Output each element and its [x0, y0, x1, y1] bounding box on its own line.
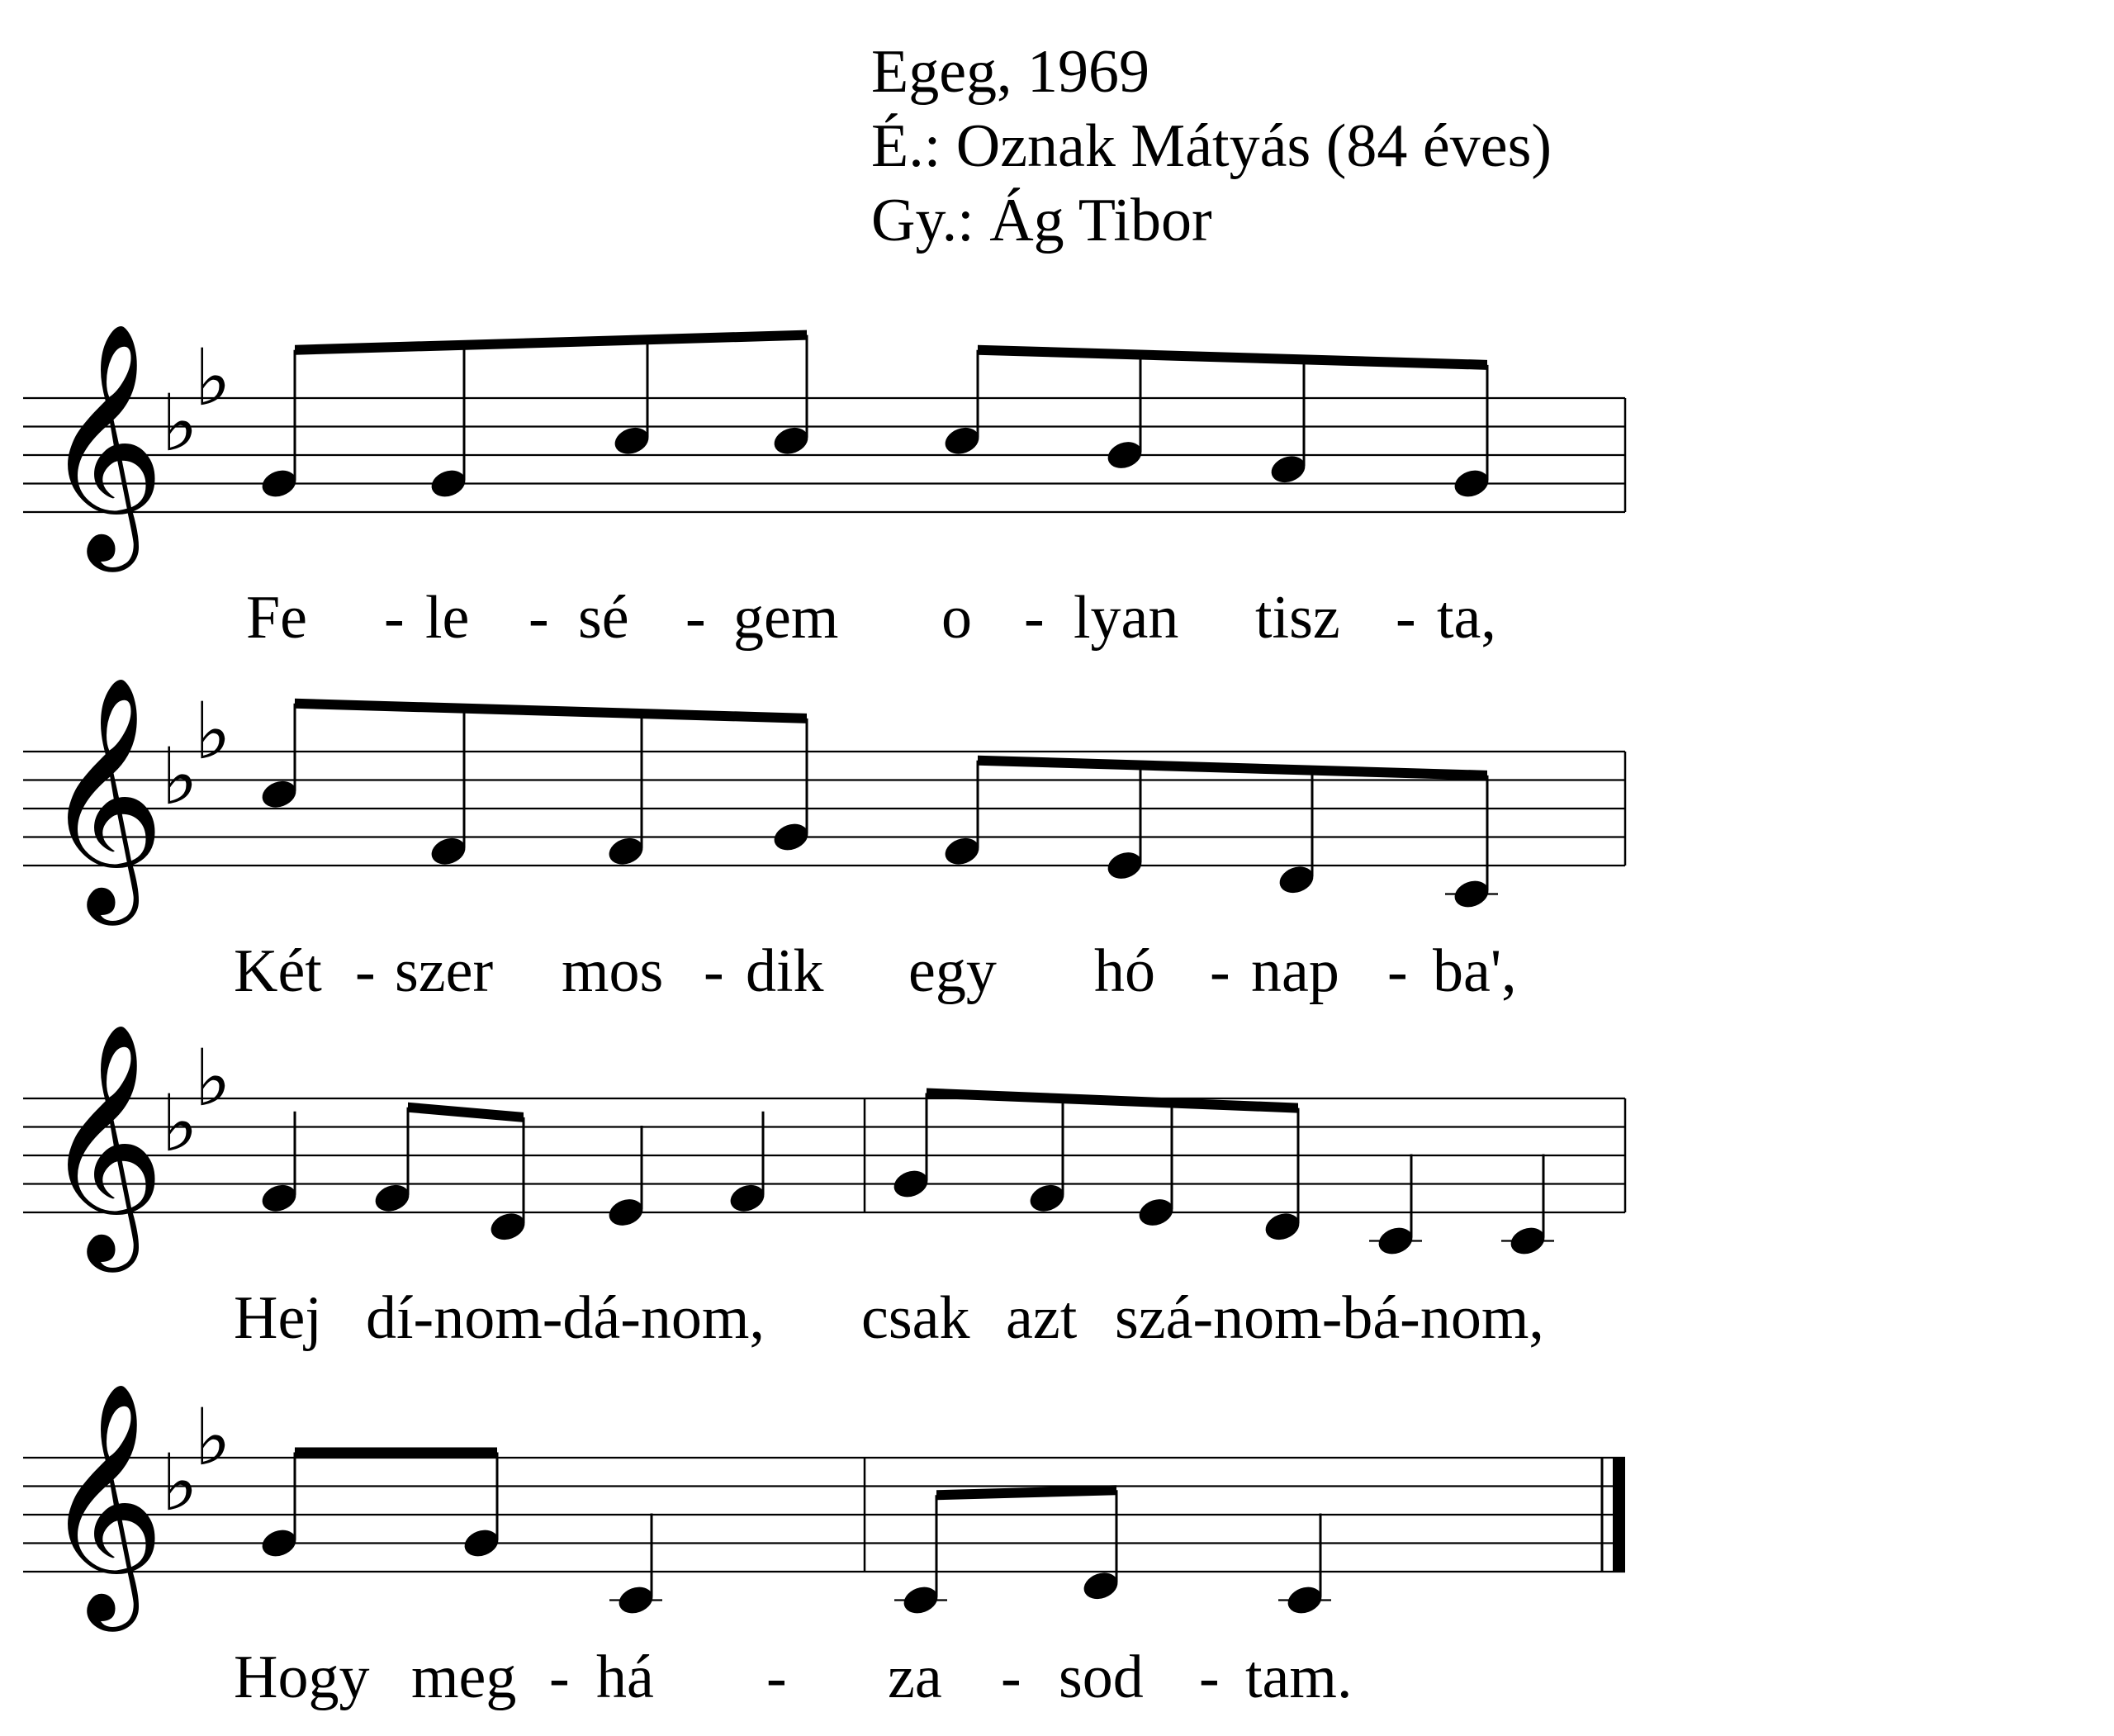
flat-b-icon: ♭	[161, 1438, 198, 1529]
notehead	[941, 423, 983, 458]
notehead	[258, 1180, 300, 1216]
lyric-syllable: tisz	[1255, 584, 1340, 652]
notehead	[1451, 876, 1492, 912]
lyric-syllable: Fe	[246, 584, 307, 652]
notehead	[1375, 1223, 1416, 1259]
lyric-syllable: hó	[1094, 937, 1155, 1005]
beam	[978, 345, 1487, 370]
notes	[258, 1448, 1331, 1618]
beam	[927, 1089, 1298, 1113]
staff-system-4	[23, 1380, 1625, 1711]
lyric-word: azt	[1006, 1284, 1078, 1352]
notehead	[1507, 1223, 1548, 1259]
beam	[978, 756, 1487, 780]
lyric-syllable: Két	[234, 937, 322, 1005]
staff-lines	[23, 1458, 1625, 1572]
lyric-word: dí-nom-dá-nom,	[366, 1284, 765, 1352]
flat-b-icon: ♭	[161, 378, 198, 469]
lyric-syllable: le	[425, 584, 470, 652]
lyric-hyphen: -	[704, 937, 724, 1005]
notehead	[1104, 848, 1145, 884]
notehead	[428, 466, 469, 501]
notehead	[258, 1525, 300, 1561]
treble-clef-icon: 𝄞	[43, 1021, 165, 1261]
notehead	[1080, 1568, 1121, 1604]
lyric-syllable: ta,	[1437, 584, 1496, 652]
staff-system-1	[23, 320, 1625, 652]
collector-line: Gy.: Ág Tibor	[871, 187, 1212, 254]
place-year-line: Egeg, 1969	[871, 38, 1150, 106]
lyric-syllable: nap	[1251, 937, 1339, 1005]
beam	[408, 1103, 524, 1122]
notehead	[428, 833, 469, 869]
lyric-hyphen: -	[355, 937, 376, 1005]
lyric-syllable: mos	[562, 937, 664, 1005]
notehead	[1268, 452, 1309, 487]
lyric-syllable: há	[596, 1644, 654, 1711]
lyric-word: csak	[861, 1284, 970, 1352]
lyric-syllable: za	[888, 1644, 942, 1711]
notehead	[258, 466, 300, 501]
lyric-hyphen: -	[1001, 1644, 1021, 1711]
staff-system-2	[23, 674, 1625, 1005]
lyric-syllable: sod	[1059, 1644, 1144, 1711]
lyric-hyphen: -	[528, 584, 549, 652]
lyric-syllable: Hogy	[234, 1644, 370, 1711]
notehead	[487, 1209, 528, 1245]
lyric-hyphen: -	[685, 584, 706, 652]
notehead	[1104, 438, 1145, 473]
notehead	[1276, 862, 1317, 898]
lyric-word: Hej	[234, 1284, 322, 1352]
lyric-syllable: szer	[395, 937, 494, 1005]
lyric-syllable: meg	[411, 1644, 517, 1711]
lyric-syllable: ba',	[1433, 937, 1517, 1005]
lyric-hyphen: -	[1396, 584, 1416, 652]
final-barline-thick	[1613, 1458, 1625, 1572]
notehead	[605, 1195, 647, 1231]
staff-lines	[23, 398, 1625, 512]
beam	[295, 330, 807, 355]
lyric-hyphen: -	[384, 584, 405, 652]
staff-system-3	[23, 1021, 1625, 1352]
notehead	[615, 1582, 656, 1618]
notes	[258, 699, 1498, 912]
notehead	[461, 1525, 502, 1561]
lyric-syllable: sé	[578, 584, 629, 652]
lyric-hyphen: -	[1199, 1644, 1220, 1711]
notehead	[1451, 466, 1492, 501]
notehead	[372, 1180, 413, 1216]
notehead	[605, 833, 647, 869]
flat-e-icon: ♭	[194, 1033, 231, 1124]
notehead	[258, 776, 300, 812]
notehead	[770, 423, 812, 458]
flat-b-icon: ♭	[161, 732, 198, 823]
lyric-hyphen: -	[1387, 937, 1408, 1005]
flat-b-icon: ♭	[161, 1079, 198, 1169]
lyric-hyphen: -	[549, 1644, 570, 1711]
lyric-hyphen: -	[1024, 584, 1045, 652]
notehead	[611, 423, 652, 458]
treble-clef-icon: 𝄞	[43, 1380, 165, 1620]
notehead	[727, 1180, 768, 1216]
lyric-syllable: lyan	[1074, 584, 1179, 652]
notehead	[1284, 1582, 1325, 1618]
notehead	[1262, 1209, 1303, 1245]
flat-e-icon: ♭	[194, 686, 231, 777]
flat-e-icon: ♭	[194, 333, 231, 424]
notes	[258, 1089, 1554, 1259]
lyric-word: szá-nom-bá-nom,	[1115, 1284, 1544, 1352]
lyric-hyphen: -	[766, 1644, 787, 1711]
treble-clef-icon: 𝄞	[43, 320, 165, 561]
notes	[258, 330, 1492, 501]
lyric-syllable: dik	[746, 937, 824, 1005]
lyric-syllable: tam.	[1245, 1644, 1353, 1711]
lyric-syllable: o	[941, 584, 972, 652]
notehead	[770, 819, 812, 855]
notehead	[890, 1166, 931, 1202]
notehead	[900, 1582, 941, 1618]
beam	[936, 1485, 1116, 1500]
flat-e-icon: ♭	[194, 1392, 231, 1483]
lyric-syllable: gem	[733, 584, 839, 652]
singer-line: É.: Oznak Mátyás (84 éves)	[871, 112, 1552, 180]
notehead	[1026, 1180, 1068, 1216]
lyric-syllable: egy	[908, 937, 997, 1005]
beam	[295, 699, 807, 723]
notehead	[1135, 1195, 1177, 1231]
lyric-hyphen: -	[1210, 937, 1230, 1005]
staff-lines	[23, 1098, 1625, 1212]
treble-clef-icon: 𝄞	[43, 674, 165, 914]
notehead	[941, 833, 983, 869]
beam	[295, 1448, 497, 1458]
